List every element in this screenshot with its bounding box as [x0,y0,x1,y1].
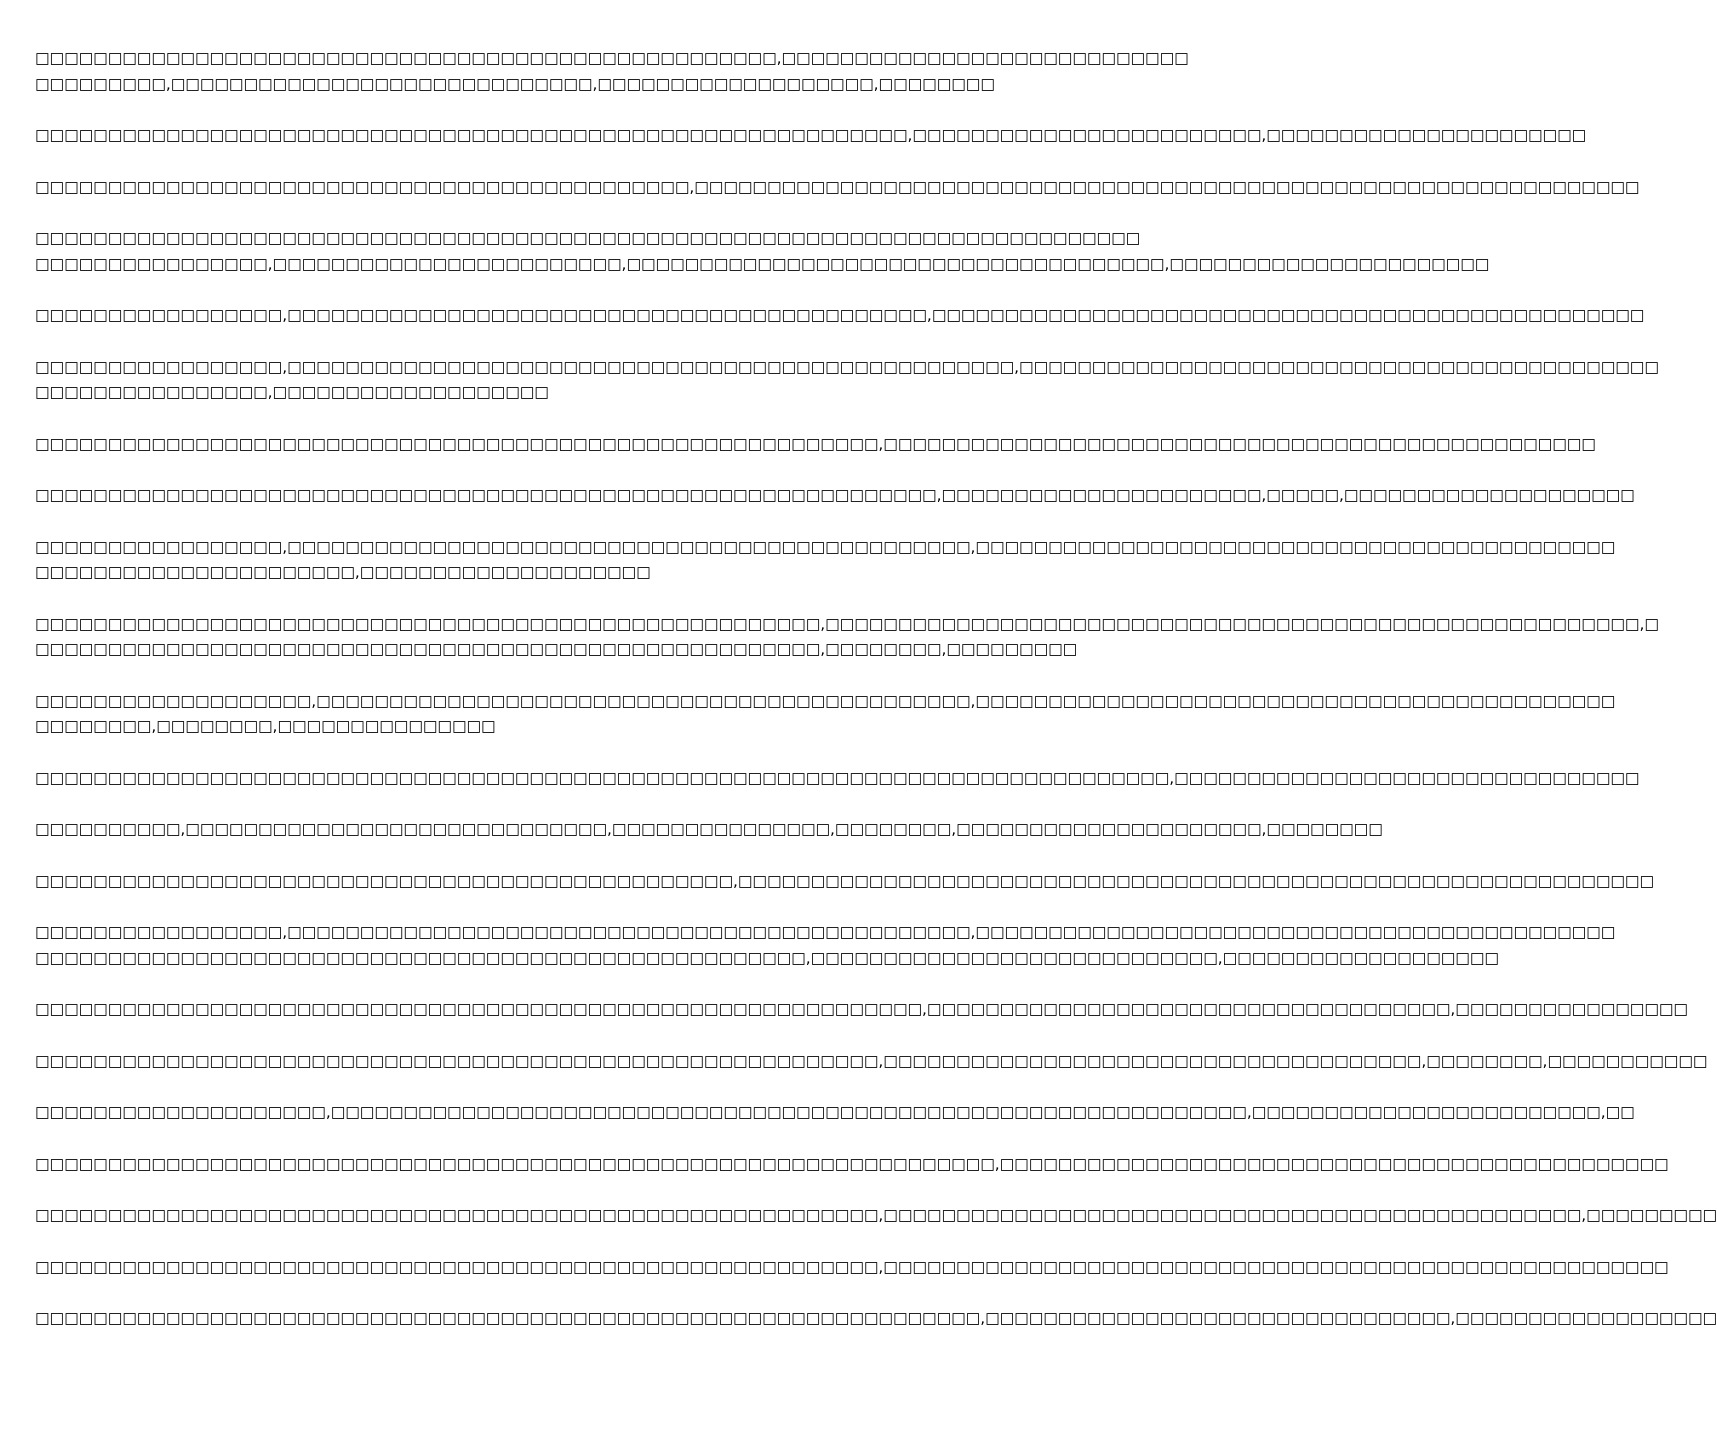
paragraph-line: □□□□□□□□□□□□□□□□□□□,□□□□□□□□□□□□□□□□□□□□□□□□□□□□□□□□□□□□□□□□□□□□□,□□□□□□□□□□□□□□□□□□□□□□□□□□□□□□□□□□□□□□□□□□□□ [35,691,1616,710]
paragraph [35,46,1189,97]
paragraph-line: □□□□□□□□□□□□□□□□□,□□□□□□□□□□□□□□□□□□□□□□□□□□□□□□□□□□□□□□□□□□□□□□□,□□□□□□□□□□□□□□□□□□□□□□□□□□□□□□□□□□□□□□□□□□□□ [35,537,1616,556]
paragraph [35,997,1688,1023]
paragraph-line: □□□□□□□□□□□□□□□□□□□□□□□□□□□□□□□□□□□□□□□□□□□□□□□□□□□□□□□□□□□□□□□□□□,□□□□□□□□□□□□□□□□□□□□□□□□□□□□□□□□□□□□□□□□□□□□□□ [35,1154,1669,1173]
paragraph-line: □□□□□□□□□□□□□□□□□□□□□□□□□□□□□□□□□□□□□□□□□□□□□,□□□□□□□□□□□□□□□□□□□□□□□□□□□□□□□□□□□□□□□□□□□□□□□□□□□□□□□□□□□□□□□□□ [35,177,1640,196]
paragraph-line: □□□□□□□□□□□□□□□□□□□□□□□□□□□□□□□□□□□□□□□□□□□□□□□□□□□□□□□□□□,□□□□□□□□□□□□□□□□□□□□□□□□□□□□□□□□□□□□□□□□□□□□□□□□,□□□□□□□□□ [35,1206,1717,1224]
paragraph-line: □□□□□□□□□□□□□□□□□□□□□□□□□□□□□□□□□□□□□□□□□□□□□□□□□□□□□□□□□□□□□□,□□□□□□□□□□□□□□□□□□□□□□,□□□□□,□□□□□□□□□□□□□□□□□□□□ [35,486,1635,504]
paragraph-line: □□□□□□□□□□□□□□□□□□□□□□□□□□□□□□□□□□□□□□□□□□□□□□□□□□□□□□□□□□□□□□□□□□□□□□□□□□□□ [35,229,1141,247]
paragraph-line: □□□□□□□□□□,□□□□□□□□□□□□□□□□□□□□□□□□□□□□□,□□□□□□□□□□□□□□□,□□□□□□□□,□□□□□□□□□□□□□□□□□□□□□,□□□□□□□□ [35,820,1383,838]
paragraph-line: □□□□□□□□□□□□□□□□□□□□□□□□□□□□□□□□□□□□□□□□□□□□□□□□□□□□□□□□□□,□□□□□□□□□□□□□□□□□□□□□□□□□□□□□□□□□□□□□,□□□□□□□□,□□□□□□□□□□□ [35,1051,1708,1070]
paragraph [35,1049,1708,1075]
paragraph [35,920,1616,971]
paragraph-line: □□□□□□□□□□□□□□□□□□□□□□□□□□□□□□□□□□□□□□□□□□□□□□□□□□□□□□□□□□,□□□□□□□□□□□□□□□□□□□□□□□□□□□□□□□□□□□□□□□□□□□□□□□□□ [35,434,1596,453]
paragraph-line: □□□□□□□□□□□□□□□□□□□□,□□□□□□□□□□□□□□□□□□□□□□□□□□□□□□□□□□□□□□□□□□□□□□□□□□□□□□□□□□□□□□□,□□□□□□□□□□□□□□□□□□□□□□□□,□□ [35,1103,1635,1121]
paragraph [35,355,1659,406]
paragraph [35,1255,1669,1281]
paragraph [35,1152,1669,1178]
paragraph-line: □□□□□□□□□□□□□□□□□□□□□□□□□□□□□□□□□□□□□□□□□□□□□□□□□□□□□□□□□□□□□□□□□□□□□□□□□□□□□□,□□□□□□□□□□□□□□□□□□□□□□□□□□□□□□□□ [35,768,1640,787]
paragraph [35,766,1640,792]
paragraph-line: □□□□□□□□□□□□□□□□,□□□□□□□□□□□□□□□□□□□ [35,383,549,401]
paragraph-line: □□□□□□□□□□□□□□□□□,□□□□□□□□□□□□□□□□□□□□□□□□□□□□□□□□□□□□□□□□□□□□,□□□□□□□□□□□□□□□□□□□□□□□□□□□□□□□□□□□□□□□□□□□□□□□□□ [35,306,1645,324]
paragraph [35,817,1383,843]
document-body [35,46,1717,1446]
paragraph-line: □□□□□□□□□□□□□□□□□□□□□□□□□□□□□□□□□□□□□□□□□□□□□□□□□□□□□□,□□□□□□□□,□□□□□□□□□ [35,640,1078,658]
paragraph [35,535,1616,586]
paragraph-line: □□□□□□□□,□□□□□□□□,□□□□□□□□□□□□□□□ [35,717,496,735]
paragraph [35,303,1645,329]
paragraph [35,1100,1635,1126]
paragraph-line: □□□□□□□□□□□□□□□□□□□□□□□□□□□□□□□□□□□□□□□□□□□□□□□□,□□□□□□□□□□□□□□□□□□□□□□□□□□□□□□□□□□□□□□□□□□□□□□□□□□□□□□□□□□□□□□□ [35,871,1654,890]
paragraph-line: □□□□□□□□□□□□□□□□□,□□□□□□□□□□□□□□□□□□□□□□□□□□□□□□□□□□□□□□□□□□□□□□□,□□□□□□□□□□□□□□□□□□□□□□□□□□□□□□□□□□□□□□□□□□□□ [35,923,1616,941]
paragraph-line: □□□□□□□□□□□□□□□□□□□□□□□□□□□□□□□□□□□□□□□□□□□□□□□□□□□□□,□□□□□□□□□□□□□□□□□□□□□□□□□□□□,□□□□□□□□□□□□□□□□□□□ [35,948,1499,967]
paragraph [35,612,1659,663]
paragraph-line: □□□□□□□□□□□□□□□□□,□□□□□□□□□□□□□□□□□□□□□□□□□□□□□□□□□□□□□□□□□□□□□□□□□□,□□□□□□□□□□□□□□□□□□□□□□□□□□□□□□□□□□□□□□□□□□□□ [35,357,1659,376]
paragraph [35,432,1596,458]
paragraph [35,483,1635,509]
paragraph-line: □□□□□□□□□□□□□□□□□□□□□□□□□□□□□□□□□□□□□□□□□□□□□□□□□□□□□□□□□□,□□□□□□□□□□□□□□□□□□□□□□□□□□□□□□□□□□□□□□□□□□□□□□□□□□□□□□ [35,1257,1669,1276]
paragraph [35,123,1587,149]
paragraph [35,226,1490,277]
paragraph [35,1306,1717,1332]
paragraph-line: □□□□□□□□□□□□□□□□□□□□□□,□□□□□□□□□□□□□□□□□□□□ [35,563,651,581]
paragraph-line: □□□□□□□□□□□□□□□□□□□□□□□□□□□□□□□□□□□□□□□□□□□□□□□□□□□□□□□□□□□□□□□□□,□□□□□□□□□□□□□□□□□□□□□□□□□□□□□□□□,□□□□□□□□□□□□□□□□□□ [35,1309,1717,1327]
paragraph [35,175,1640,201]
paragraph [35,1203,1717,1229]
paragraph [35,869,1654,895]
paragraph-line: □□□□□□□□□□□□□□□□□□□□□□□□□□□□□□□□□□□□□□□□□□□□□□□□□□□,□□□□□□□□□□□□□□□□□□□□□□□□□□□□ [35,49,1189,67]
paragraph-line: □□□□□□□□□□□□□□□□,□□□□□□□□□□□□□□□□□□□□□□□□,□□□□□□□□□□□□□□□□□□□□□□□□□□□□□□□□□□□□□,□□□□□□□□□□□□□□□□□□□□□□ [35,254,1490,273]
paragraph-line: □□□□□□□□□,□□□□□□□□□□□□□□□□□□□□□□□□□□□□□,□□□□□□□□□□□□□□□□□□□,□□□□□□□□ [35,74,995,93]
paragraph-line: □□□□□□□□□□□□□□□□□□□□□□□□□□□□□□□□□□□□□□□□□□□□□□□□□□□□□□,□□□□□□□□□□□□□□□□□□□□□□□□□□□□□□□□□□□□□□□□□□□□□□□□□□□□□□□□,□ [35,614,1659,633]
paragraph-line: □□□□□□□□□□□□□□□□□□□□□□□□□□□□□□□□□□□□□□□□□□□□□□□□□□□□□□□□□□□□□,□□□□□□□□□□□□□□□□□□□□□□□□□□□□□□□□□□□□,□□□□□□□□□□□□□□□□ [35,1000,1688,1018]
paragraph [35,689,1616,740]
paragraph-line: □□□□□□□□□□□□□□□□□□□□□□□□□□□□□□□□□□□□□□□□□□□□□□□□□□□□□□□□□□□□,□□□□□□□□□□□□□□□□□□□□□□□□,□□□□□□□□□□□□□□□□□□□□□□ [35,126,1587,144]
